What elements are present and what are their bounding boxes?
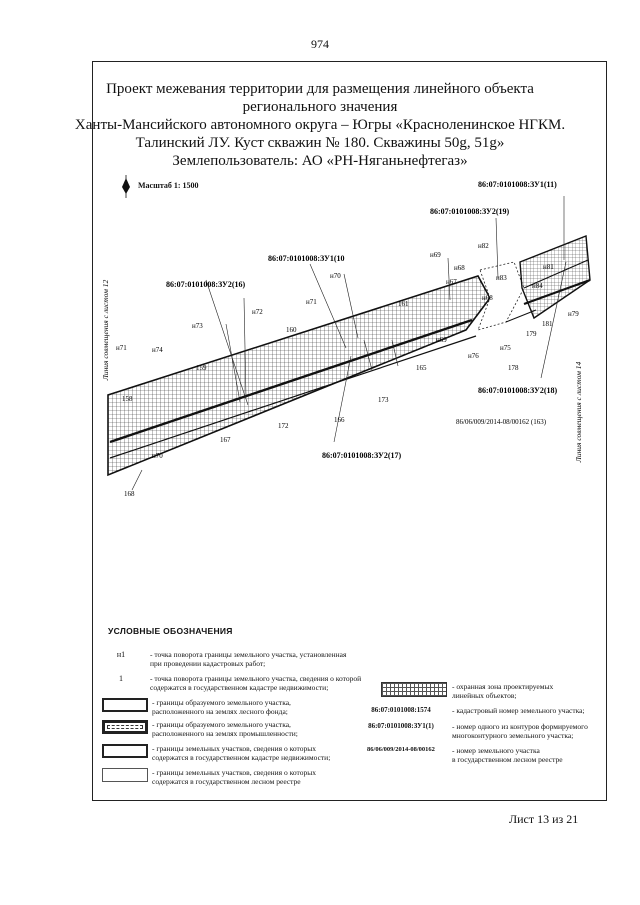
number-179: 179	[526, 330, 537, 338]
number-168: 168	[124, 490, 135, 498]
number-165: 165	[416, 364, 427, 372]
point-n83: н83	[496, 274, 507, 282]
north-arrow-icon	[122, 175, 130, 198]
point-n84: н84	[532, 282, 543, 290]
point-n70-top: н70	[330, 272, 341, 280]
point-n68-right: н68	[482, 294, 493, 302]
point-n79: н79	[568, 310, 579, 318]
legend-text-cadastre-boundary: - границы земельных участков, сведения о которых содержатся в государственном кадастре недвижимости;	[152, 744, 331, 762]
parcel-label-zu2-16: 86:07:0101008:ЗУ2(16)	[166, 280, 246, 289]
legend-item-new-point	[106, 650, 346, 668]
legend-swatch-protection-zone	[381, 682, 447, 697]
point-n69-bottom: н69	[436, 336, 447, 344]
point-n73: н73	[192, 322, 203, 330]
number-160: 160	[286, 326, 297, 334]
legend-swatch-industry-boundary	[102, 720, 148, 734]
parcel-label-zu1-10: 86:07:0101008:ЗУ1(10	[268, 254, 345, 263]
drawing-title	[0, 80, 640, 170]
number-161: 161	[398, 300, 409, 308]
legend-item-industry-boundary	[100, 720, 298, 738]
sheet-number: Лист 13 из 21	[509, 812, 579, 826]
forest-registry-label: 86/06/009/2014-08/00162 (163)	[456, 418, 547, 426]
legend-text-industry-boundary: - границы образуемого земельного участка, расположенного на землях промышленности;	[152, 720, 298, 738]
title-line-4: Талинский ЛУ. Куст скважин № 180. Скважины 50g, 51g»	[135, 135, 505, 151]
legend-text-forest-boundary: - границы образуемого земельного участка, расположенного на землях лесного фонда;	[152, 698, 291, 716]
legend-item-protection-zone	[378, 682, 604, 700]
point-n76: н76	[468, 352, 479, 360]
legend-text-forest-registry-number: - номер земельного участка в государственном лесном реестре	[452, 746, 563, 764]
legend-text-cadastral-number: - кадастровый номер земельного участка;	[452, 706, 585, 715]
legend-swatch-cadastre-boundary	[102, 744, 148, 758]
legend-text-contour-number: - номер одного из контуров формируемого многоконтурного земельного участка;	[452, 722, 588, 740]
point-n71-left: н71	[116, 344, 127, 352]
legend-title: УСЛОВНЫЕ ОБОЗНАЧЕНИЯ	[108, 626, 233, 636]
legend-swatch-forest-boundary	[102, 698, 148, 712]
parcel-label-zu1-11: 86:07:0101008:ЗУ1(11)	[478, 180, 557, 189]
point-n70-bottom: н70	[152, 452, 163, 460]
legend-item-cadastre-boundary	[100, 744, 330, 762]
legend-symbol-forest-registry-number: 86/06/009/2014-08/00162	[367, 746, 435, 753]
legend-text-forest-registry-boundary: - границы земельных участков, сведения о которых содержатся в государственном лесном реестре	[152, 768, 317, 786]
number-166: 166	[334, 416, 345, 424]
legend-swatch-forest-registry-boundary	[102, 768, 148, 782]
legend-text-protection-zone: - охранная зона проектируемых линейных объектов;	[452, 682, 554, 700]
legend-text-new-point: - точка поворота границы земельного участка, установленная при проведении кадастровых работ;	[150, 650, 347, 668]
parcel-label-zu2-19: 86:07:0101008:ЗУ2(19)	[430, 207, 510, 216]
alignment-label-right: Линия совмещения с листом 14	[574, 361, 583, 463]
parcel-label-zu2-17: 86:07:0101008:ЗУ2(17)	[322, 451, 402, 460]
number-159: 159	[196, 364, 207, 372]
right-block	[520, 236, 590, 318]
point-n75: н75	[500, 344, 511, 352]
alignment-label-left: Линия совмещения с листом 12	[101, 279, 110, 381]
point-n67: н67	[446, 278, 457, 286]
point-n82: н82	[478, 242, 489, 250]
number-181: 181	[542, 320, 553, 328]
point-n69: н69	[430, 251, 441, 259]
legend-symbol-new-point: н1	[116, 650, 126, 659]
legend-text-existing-point: - точка поворота границы земельного участка, сведения о которой содержатся в государственном кадастре недвижимости;	[150, 674, 362, 692]
legend-item-forest-registry-boundary	[100, 768, 316, 786]
legend-item-contour-number	[352, 722, 604, 740]
page-number: 974	[311, 37, 329, 51]
scale-label: Масштаб 1: 1500	[138, 181, 199, 190]
title-line-1: Проект межевания территории для размещения линейного объекта	[106, 81, 534, 97]
number-173: 173	[378, 396, 389, 404]
legend-item-cadastral-number	[352, 706, 604, 715]
point-n74: н74	[152, 346, 163, 354]
number-178: 178	[508, 364, 519, 372]
legend-item-forest-boundary	[100, 698, 291, 716]
title-line-3: Ханты-Мансийского автономного округа – Югры «Красноленинское НГКМ.	[74, 117, 566, 133]
point-n68-top: н68	[454, 264, 465, 272]
legend-symbol-cadastral-number: 86:07:0101008:1574	[371, 706, 431, 714]
title-line-2: регионального значения	[242, 99, 398, 115]
legend-item-existing-point	[106, 674, 361, 692]
legend-symbol-contour-number: 86:07:0101008:ЗУ1(1)	[368, 722, 434, 730]
number-172: 172	[278, 422, 289, 430]
corridor-band	[108, 276, 490, 475]
cadastral-map	[96, 170, 604, 510]
point-n71-top: н71	[306, 298, 317, 306]
number-167: 167	[220, 436, 231, 444]
legend-item-forest-registry-number	[352, 746, 604, 764]
point-n72: н72	[252, 308, 263, 316]
legend-symbol-existing-point: 1	[119, 674, 123, 683]
point-n81: н81	[543, 263, 554, 271]
parcel-label-zu2-18: 86:07:0101008:ЗУ2(18)	[478, 386, 558, 395]
number-158: 158	[122, 395, 133, 403]
title-line-5: Землепользователь: АО «РН-Няганьнефтегаз»	[172, 153, 468, 169]
